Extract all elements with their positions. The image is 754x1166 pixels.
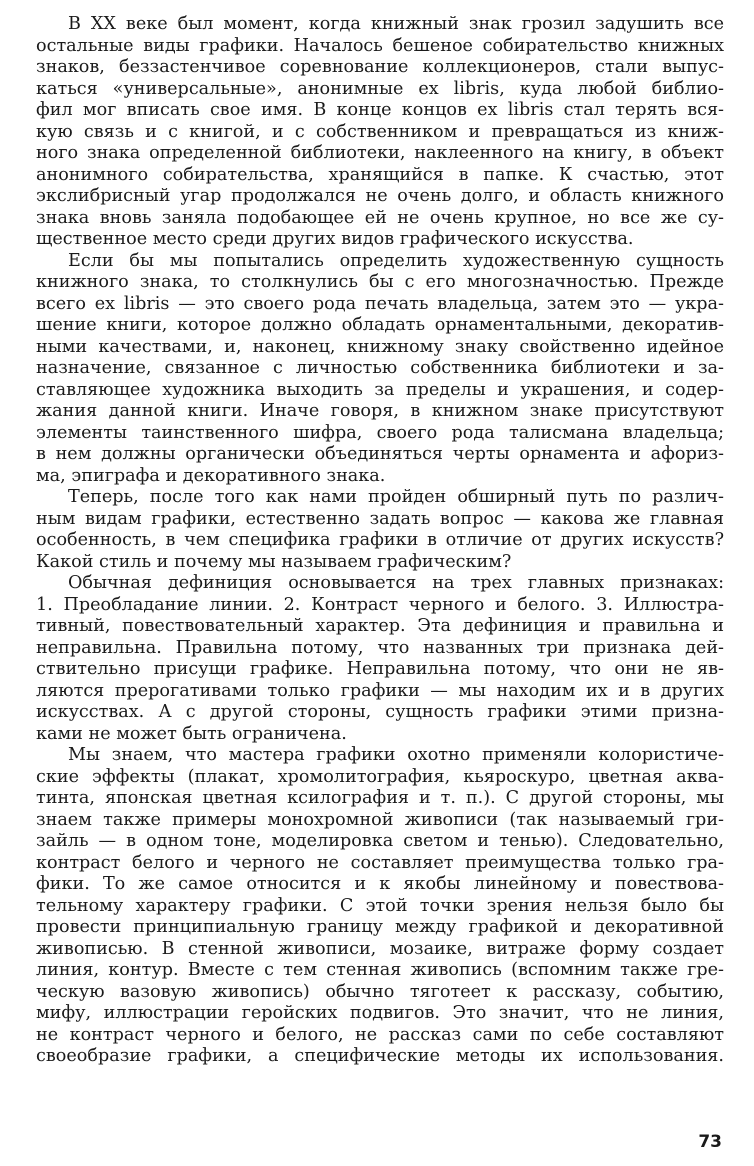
text-line: тельному характеру графики. С этой точки зрения нельзя было бы — [36, 895, 724, 916]
text-line: шение книги, которое должно обладать орнаментальными, декоратив- — [36, 315, 724, 335]
text-line: Мы знаем, что мастера графики охотно применяли колористиче- — [68, 745, 724, 765]
text-line: знака вновь заняла подобающее ей не очень крупное, но все же су- — [36, 207, 724, 228]
text-line: знаков, беззастенчивое соревнование коллекционеров, стали выпус- — [36, 57, 724, 77]
text-line: линия, контур. Вместе с тем стенная живопись (вспомним также гре- — [36, 960, 724, 980]
paragraph — [36, 14, 724, 251]
text-line: анонимного собирательства, хранящийся в папке. К счастью, этот — [36, 164, 724, 185]
text-line: каться «универсальные», анонимные ex libris, куда любой библио- — [36, 78, 724, 99]
text-line: фики. То же самое относится и к якобы линейному и повествова- — [36, 874, 724, 894]
text-line: Какой стиль и почему мы называем графическим? — [36, 551, 512, 572]
text-line: всего ex libris — это своего рода печать владельца, затем это — укра- — [36, 293, 724, 314]
text-line: экслибрисный угар продолжался не очень долго, и область книжного — [36, 186, 724, 206]
text-line: тивный, повествовательный характер. Эта дефиниция и правильна и — [36, 616, 724, 636]
text-line: книжного знака, то столкнулись бы с его многозначностью. Прежде — [36, 272, 724, 292]
text-line: ские эффекты (плакат, хромолитография, кьяроскуро, цветная аква- — [36, 766, 724, 787]
paragraph — [36, 487, 724, 573]
text-line: Теперь, после того как нами пройден обширный путь по различ- — [68, 487, 724, 507]
text-line: ма, эпиграфа и декоративного знака. — [36, 465, 386, 486]
text-line: щественное место среди других видов графического искусства. — [36, 229, 634, 249]
text-line: живописью. В стенной живописи, мозаике, витраже форму создает — [36, 938, 724, 959]
paragraph — [36, 745, 724, 1068]
text-line: тинта, японская цветная ксилография и т. п.). С другой стороны, мы — [36, 788, 724, 808]
text-line: особенность, в чем специфика графики в отличие от других искусств? — [36, 530, 724, 550]
text-line: Если бы мы попытались определить художественную сущность — [68, 250, 724, 271]
text-line: ками не может быть ограничена. — [36, 723, 347, 744]
text-line: провести принципиальную границу между графикой и декоративной — [36, 917, 724, 937]
text-line: в нем должны органически объединяться черты орнамента и афориз- — [36, 444, 724, 464]
text-line: кую связь и с книгой, и с собственником и превращаться из книж- — [36, 121, 724, 142]
text-line: фил мог вписать свое имя. В конце концов ex libris стал терять вся- — [36, 100, 724, 120]
text-line: Обычная дефиниция основывается на трех главных признаках: — [68, 573, 724, 593]
page-body-text — [36, 14, 724, 1068]
text-line: неправильна. Правильна потому, что названных три признака дей- — [36, 637, 724, 658]
text-line: ческую вазовую живопись) обычно тяготеет к рассказу, событию, — [36, 981, 724, 1002]
text-line: В XX веке был момент, когда книжный знак грозил задушить все — [68, 14, 724, 34]
text-line: своеобразие графики, а специфические методы их использования. — [36, 1046, 724, 1066]
text-line: ного знака определенной библиотеки, наклеенного на книгу, в объект — [36, 143, 724, 163]
book-page — [36, 14, 724, 1154]
text-line: ным видам графики, естественно задать вопрос — какова же главная — [36, 508, 724, 529]
text-line: остальные виды графики. Началось бешеное собирательство книжных — [36, 35, 724, 56]
paragraph — [36, 573, 724, 745]
text-line: ляются прерогативами только графики — мы находим их и в других — [36, 680, 724, 701]
text-line: не контраст черного и белого, не рассказ сами по себе составляют — [36, 1024, 724, 1045]
text-line: зайль — в одном тоне, моделировка светом и тенью). Следовательно, — [36, 831, 724, 851]
text-line: знаем также примеры монохромной живописи (так называемый гри- — [36, 809, 724, 830]
text-line: элементы таинственного шифра, своего рода талисмана владельца; — [36, 422, 724, 443]
page-number: 73 — [698, 1132, 722, 1152]
text-line: ствительно присущи графике. Неправильна потому, что они не яв- — [36, 659, 724, 679]
text-line: ставляющее художника выходить за пределы и украшения, и содер- — [36, 379, 724, 400]
text-line: контраст белого и черного не составляет преимущества только гра- — [36, 852, 724, 873]
text-line: мифу, иллюстрации геройских подвигов. Это значит, что не линия, — [36, 1003, 724, 1023]
text-line: 1. Преобладание линии. 2. Контраст черного и белого. 3. Иллюстра- — [36, 594, 724, 615]
paragraph — [36, 251, 724, 488]
text-line: назначение, связанное с личностью собственника библиотеки и за- — [36, 358, 724, 378]
text-line: ными качествами, и, наконец, книжному знаку свойственно идейное — [36, 336, 724, 357]
text-line: искусствах. А с другой стороны, сущность графики этими призна- — [36, 702, 724, 722]
text-line: жания данной книги. Иначе говоря, в книжном знаке присутствуют — [36, 401, 724, 421]
